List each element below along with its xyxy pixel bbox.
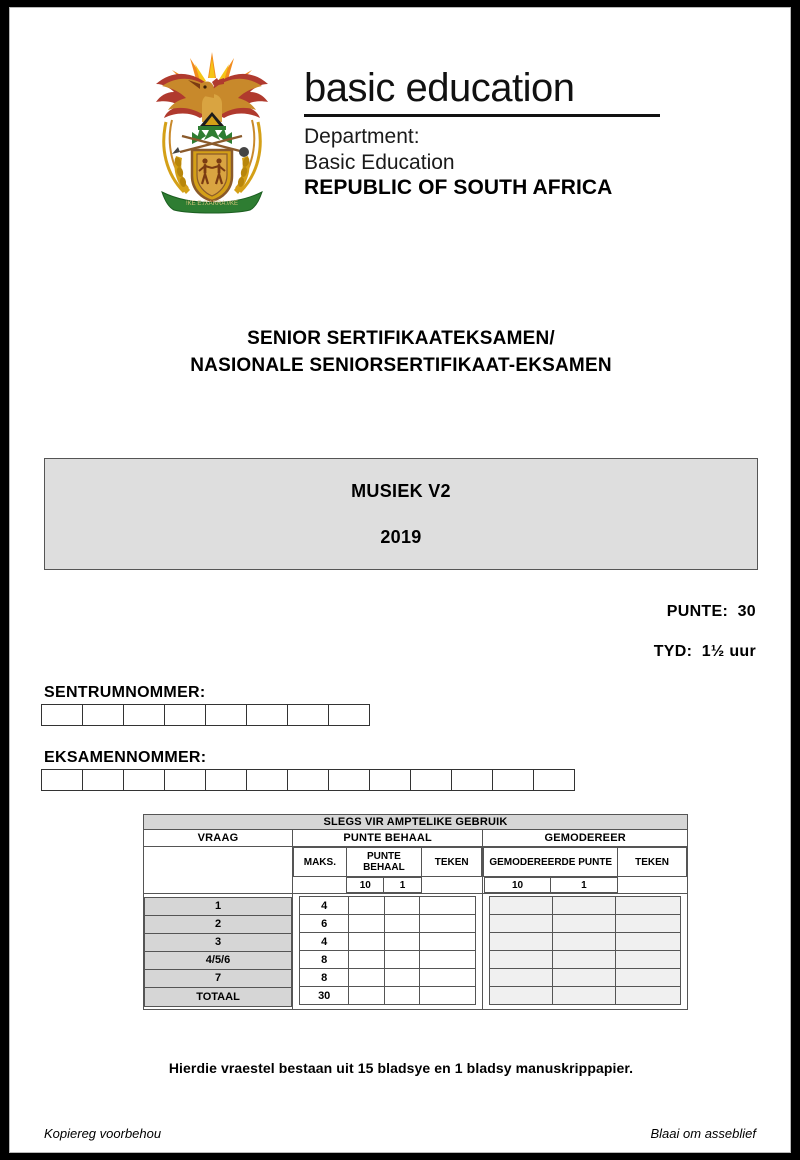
page-footer [44,1126,756,1141]
centre-number-cell[interactable] [328,704,370,726]
table-row [490,897,681,915]
mod-ones-entry[interactable] [553,897,616,915]
table-row [490,915,681,933]
punte-ones-entry[interactable] [384,915,419,933]
centre-number-cell[interactable] [123,704,165,726]
table-row [300,915,476,933]
mod-tens-entry[interactable] [490,897,553,915]
table-row [145,915,292,933]
col-header-punte-behaal: PUNTE BEHAAL [293,830,483,847]
exam-number-cell[interactable] [369,769,411,791]
punte-ones-entry[interactable] [384,951,419,969]
subheader-teken-2: TEKEN [618,848,687,877]
exam-number-cell[interactable] [205,769,247,791]
punte-tens-entry[interactable] [349,969,384,987]
maks-value: 4 [300,933,349,951]
digit-ones-right: 1 [551,878,617,893]
table-row [145,933,292,951]
punte-behaal-subheaders [293,847,483,894]
centre-number-cell[interactable] [164,704,206,726]
turn-over-notice: Blaai om asseblief [650,1126,756,1141]
gemodereer-grid [489,896,681,1005]
teken-entry[interactable] [419,897,475,915]
svg-text:!KE E:/XARRA //KE: !KE E:/XARRA //KE [185,201,239,207]
table-row [300,897,476,915]
exam-cover-page [9,7,791,1153]
gemodereer-subtable [483,847,687,893]
mod-ones-entry[interactable] [553,915,616,933]
vraag-number: 1 [145,897,292,915]
table-row [145,969,292,987]
mod-tens-entry[interactable] [490,951,553,969]
centre-number-cell[interactable] [205,704,247,726]
vraag-number: 7 [145,969,292,987]
table-row [145,897,292,915]
vraag-number: 3 [145,933,292,951]
department-line-1: Department: [304,125,420,148]
total-marks: PUNTE: 30 [666,603,756,620]
centre-number-cell[interactable] [287,704,329,726]
mod-ones-entry[interactable] [553,951,616,969]
gemodereer-subheaders [483,847,688,894]
exam-duration: TYD: 1½ uur [653,643,756,660]
exam-title-line-1: SENIOR SERTIFIKAATEKSAMEN/ [247,328,555,349]
centre-number-cell[interactable] [41,704,83,726]
mod-total-tens-entry[interactable] [490,987,553,1005]
copyright-notice: Kopiereg voorbehou [44,1126,162,1141]
exam-number-input[interactable] [41,769,574,791]
table-row [490,933,681,951]
subheader-gemodereerde-punte: GEMODEREERDE PUNTE [484,848,618,877]
subject-box [44,458,758,570]
vraag-subheader-blank [144,847,293,894]
punte-ones-entry[interactable] [384,897,419,915]
gemodereer-body [483,894,688,1010]
vraag-number: 4/5/6 [145,951,292,969]
mod-ones-entry[interactable] [553,933,616,951]
exam-number-cell[interactable] [123,769,165,791]
exam-number-cell[interactable] [328,769,370,791]
subject-year: 2019 [380,526,422,547]
south-african-coat-of-arms-icon [142,44,282,214]
centre-number-cell[interactable] [246,704,288,726]
maks-value: 6 [300,915,349,933]
total-tens-entry[interactable] [349,987,384,1005]
table-row [490,969,681,987]
table-subheader-row [144,847,688,894]
table-group-row [144,830,688,847]
mod-total-ones-entry[interactable] [553,987,616,1005]
exam-number-cell[interactable] [533,769,575,791]
exam-number-cell[interactable] [246,769,288,791]
maks-value: 4 [300,897,349,915]
col-header-vraag: VRAAG [144,830,293,847]
vraag-number: 2 [145,915,292,933]
mod-total-teken-entry[interactable] [616,987,681,1005]
exam-number-cell[interactable] [410,769,452,791]
official-use-table [143,814,688,1010]
mod-teken-entry[interactable] [616,933,681,951]
punte-tens-entry[interactable] [349,951,384,969]
document-header [10,44,791,234]
digit-pair-left [346,877,421,894]
table-row [490,951,681,969]
department-wordmark [304,44,660,201]
teken-entry[interactable] [419,915,475,933]
mod-tens-entry[interactable] [490,915,553,933]
exam-number-cell[interactable] [287,769,329,791]
punte-behaal-grid [299,896,476,1005]
exam-number-cell[interactable] [164,769,206,791]
exam-number-cell[interactable] [451,769,493,791]
exam-number-cell[interactable] [82,769,124,791]
mod-teken-entry[interactable] [616,915,681,933]
teken-entry[interactable] [419,933,475,951]
total-ones-entry[interactable] [384,987,419,1005]
mod-tens-entry[interactable] [490,969,553,987]
table-row [300,969,476,987]
punte-behaal-subtable [293,847,482,893]
table-row [145,951,292,969]
official-use-title: SLEGS VIR AMPTELIKE GEBRUIK [144,815,688,830]
punte-tens-entry[interactable] [349,933,384,951]
mod-ones-entry[interactable] [553,969,616,987]
teken-entry[interactable] [419,951,475,969]
table-row [300,933,476,951]
digit-spacer-left-2 [422,877,482,894]
centre-number-input[interactable] [41,704,369,726]
department-line-3: REPUBLIC OF SOUTH AFRICA [304,176,613,200]
exam-number-cell[interactable] [41,769,83,791]
digit-spacer-right [618,877,687,894]
vraag-list [144,897,292,1007]
maks-value: 8 [300,969,349,987]
digit-ones-left: 1 [384,878,421,893]
mod-tens-entry[interactable] [490,933,553,951]
mod-teken-entry[interactable] [616,969,681,987]
digit-tens-right: 10 [484,878,550,893]
subheader-maks: MAKS. [294,848,347,877]
subheader-teken: TEKEN [422,848,482,877]
punte-behaal-body [293,894,483,1010]
table-row [490,987,681,1005]
vraag-column [144,894,293,1010]
mod-teken-entry[interactable] [616,951,681,969]
punte-ones-entry[interactable] [384,933,419,951]
col-header-gemodereer: GEMODEREER [483,830,688,847]
table-title-row [144,815,688,830]
total-maks-value: 30 [300,987,349,1005]
vraag-total-label: TOTAAL [145,987,292,1006]
digit-tens-left: 10 [347,878,384,893]
digit-pair-right [484,877,618,894]
table-row [300,987,476,1005]
punte-ones-entry[interactable] [384,969,419,987]
basic-education-wordmark: basic education [304,66,575,110]
mod-teken-entry[interactable] [616,897,681,915]
table-row [300,951,476,969]
punte-tens-entry[interactable] [349,915,384,933]
exam-title-line-2: NASIONALE SENIORSERTIFIKAAT-EKSAMEN [190,354,612,376]
punte-tens-entry[interactable] [349,897,384,915]
maks-value: 8 [300,951,349,969]
exam-title [10,326,791,380]
page-count-note: Hierdie vraestel bestaan uit 15 bladsye en 1 bladsy manuskrippapier. [168,1060,634,1076]
total-teken-entry[interactable] [419,987,475,1005]
department-line-2: Basic Education [304,150,455,174]
exam-number-label: EKSAMENNOMMER: [44,749,207,766]
table-body-row [144,894,688,1010]
table-row [145,987,292,1006]
subject-name: MUSIEK V2 [351,480,451,501]
centre-number-cell[interactable] [82,704,124,726]
subheader-punte-behaal: PUNTE BEHAAL [346,848,421,877]
centre-number-label: SENTRUMNOMMER: [44,684,206,701]
wordmark-rule [304,114,660,117]
teken-entry[interactable] [419,969,475,987]
exam-number-cell[interactable] [492,769,534,791]
digit-spacer-left [294,877,347,894]
